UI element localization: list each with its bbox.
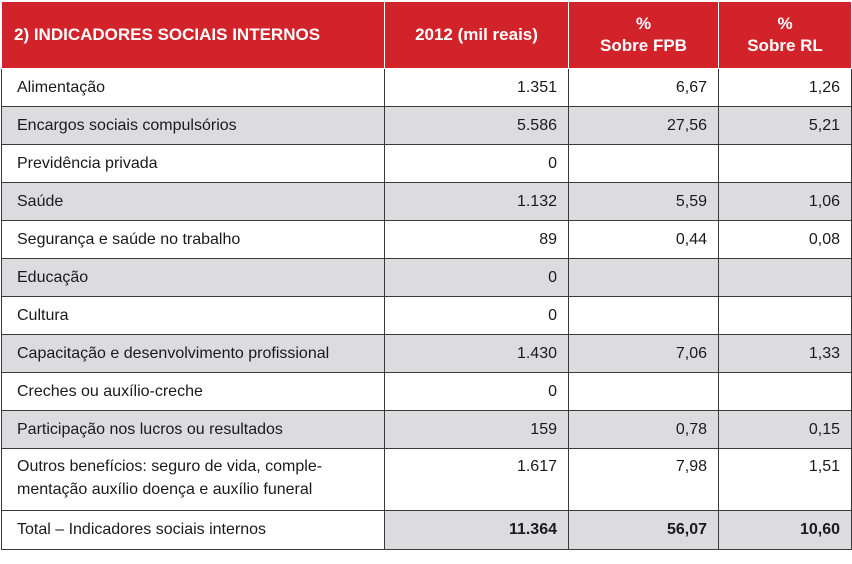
row-value: 0 [385, 145, 569, 183]
row-value: 89 [385, 221, 569, 259]
row-label: Previdência privada [2, 145, 385, 183]
total-fpb: 56,07 [569, 511, 719, 550]
row-fpb: 27,56 [569, 107, 719, 145]
table-row [2, 449, 852, 511]
col-header-rl [719, 2, 852, 69]
table-row [2, 183, 852, 221]
total-row [2, 511, 852, 550]
table-row [2, 259, 852, 297]
row-fpb: 0,44 [569, 221, 719, 259]
row-label: Creches ou auxílio-creche [2, 373, 385, 411]
row-fpb [569, 373, 719, 411]
row-fpb: 6,67 [569, 69, 719, 107]
table-row [2, 69, 852, 107]
row-value: 1.351 [385, 69, 569, 107]
row-rl: 0,15 [719, 411, 852, 449]
row-label: Segurança e saúde no trabalho [2, 221, 385, 259]
row-rl: 1,06 [719, 183, 852, 221]
row-label: Participação nos lucros ou resultados [2, 411, 385, 449]
row-fpb [569, 259, 719, 297]
row-value: 0 [385, 297, 569, 335]
row-fpb: 5,59 [569, 183, 719, 221]
col-header-rl-label: Sobre RL [747, 36, 823, 55]
row-rl: 1,51 [719, 449, 852, 511]
table-row [2, 221, 852, 259]
table-row [2, 107, 852, 145]
row-value: 1.617 [385, 449, 569, 511]
row-label: Capacitação e desenvolvimento profissional [2, 335, 385, 373]
row-label: Saúde [2, 183, 385, 221]
row-label: Educação [2, 259, 385, 297]
row-value: 159 [385, 411, 569, 449]
row-rl [719, 297, 852, 335]
row-label: Cultura [2, 297, 385, 335]
col-header-fpb-label: Sobre FPB [600, 36, 687, 55]
row-fpb: 0,78 [569, 411, 719, 449]
header-row [2, 2, 852, 69]
row-fpb: 7,06 [569, 335, 719, 373]
total-label: Total – Indicadores sociais internos [2, 511, 385, 550]
table-row [2, 297, 852, 335]
col-header-year: 2012 (mil reais) [385, 2, 569, 69]
row-fpb: 7,98 [569, 449, 719, 511]
row-label-line: mentação auxílio doença e auxílio funeral [17, 481, 313, 498]
table-row [2, 145, 852, 183]
row-value: 1.430 [385, 335, 569, 373]
row-label [2, 449, 385, 511]
row-value: 0 [385, 373, 569, 411]
row-label: Encargos sociais compulsórios [2, 107, 385, 145]
row-rl [719, 259, 852, 297]
col-header-fpb-symbol: % [635, 14, 652, 33]
row-fpb [569, 145, 719, 183]
table-row [2, 373, 852, 411]
col-header-rl-symbol: % [777, 14, 793, 33]
row-fpb [569, 297, 719, 335]
row-rl [719, 145, 852, 183]
row-value: 5.586 [385, 107, 569, 145]
total-rl: 10,60 [719, 511, 852, 550]
social-indicators-table [1, 1, 852, 550]
col-header-fpb [569, 2, 719, 69]
row-rl: 0,08 [719, 221, 852, 259]
table-row [2, 335, 852, 373]
row-rl: 1,33 [719, 335, 852, 373]
row-rl [719, 373, 852, 411]
row-value: 1.132 [385, 183, 569, 221]
row-label-line: Outros benefícios: seguro de vida, comple- [17, 458, 323, 475]
row-value: 0 [385, 259, 569, 297]
row-label: Alimentação [2, 69, 385, 107]
row-rl: 5,21 [719, 107, 852, 145]
total-value: 11.364 [385, 511, 569, 550]
table-row [2, 411, 852, 449]
table-title: 2) INDICADORES SOCIAIS INTERNOS [2, 2, 385, 69]
row-rl: 1,26 [719, 69, 852, 107]
